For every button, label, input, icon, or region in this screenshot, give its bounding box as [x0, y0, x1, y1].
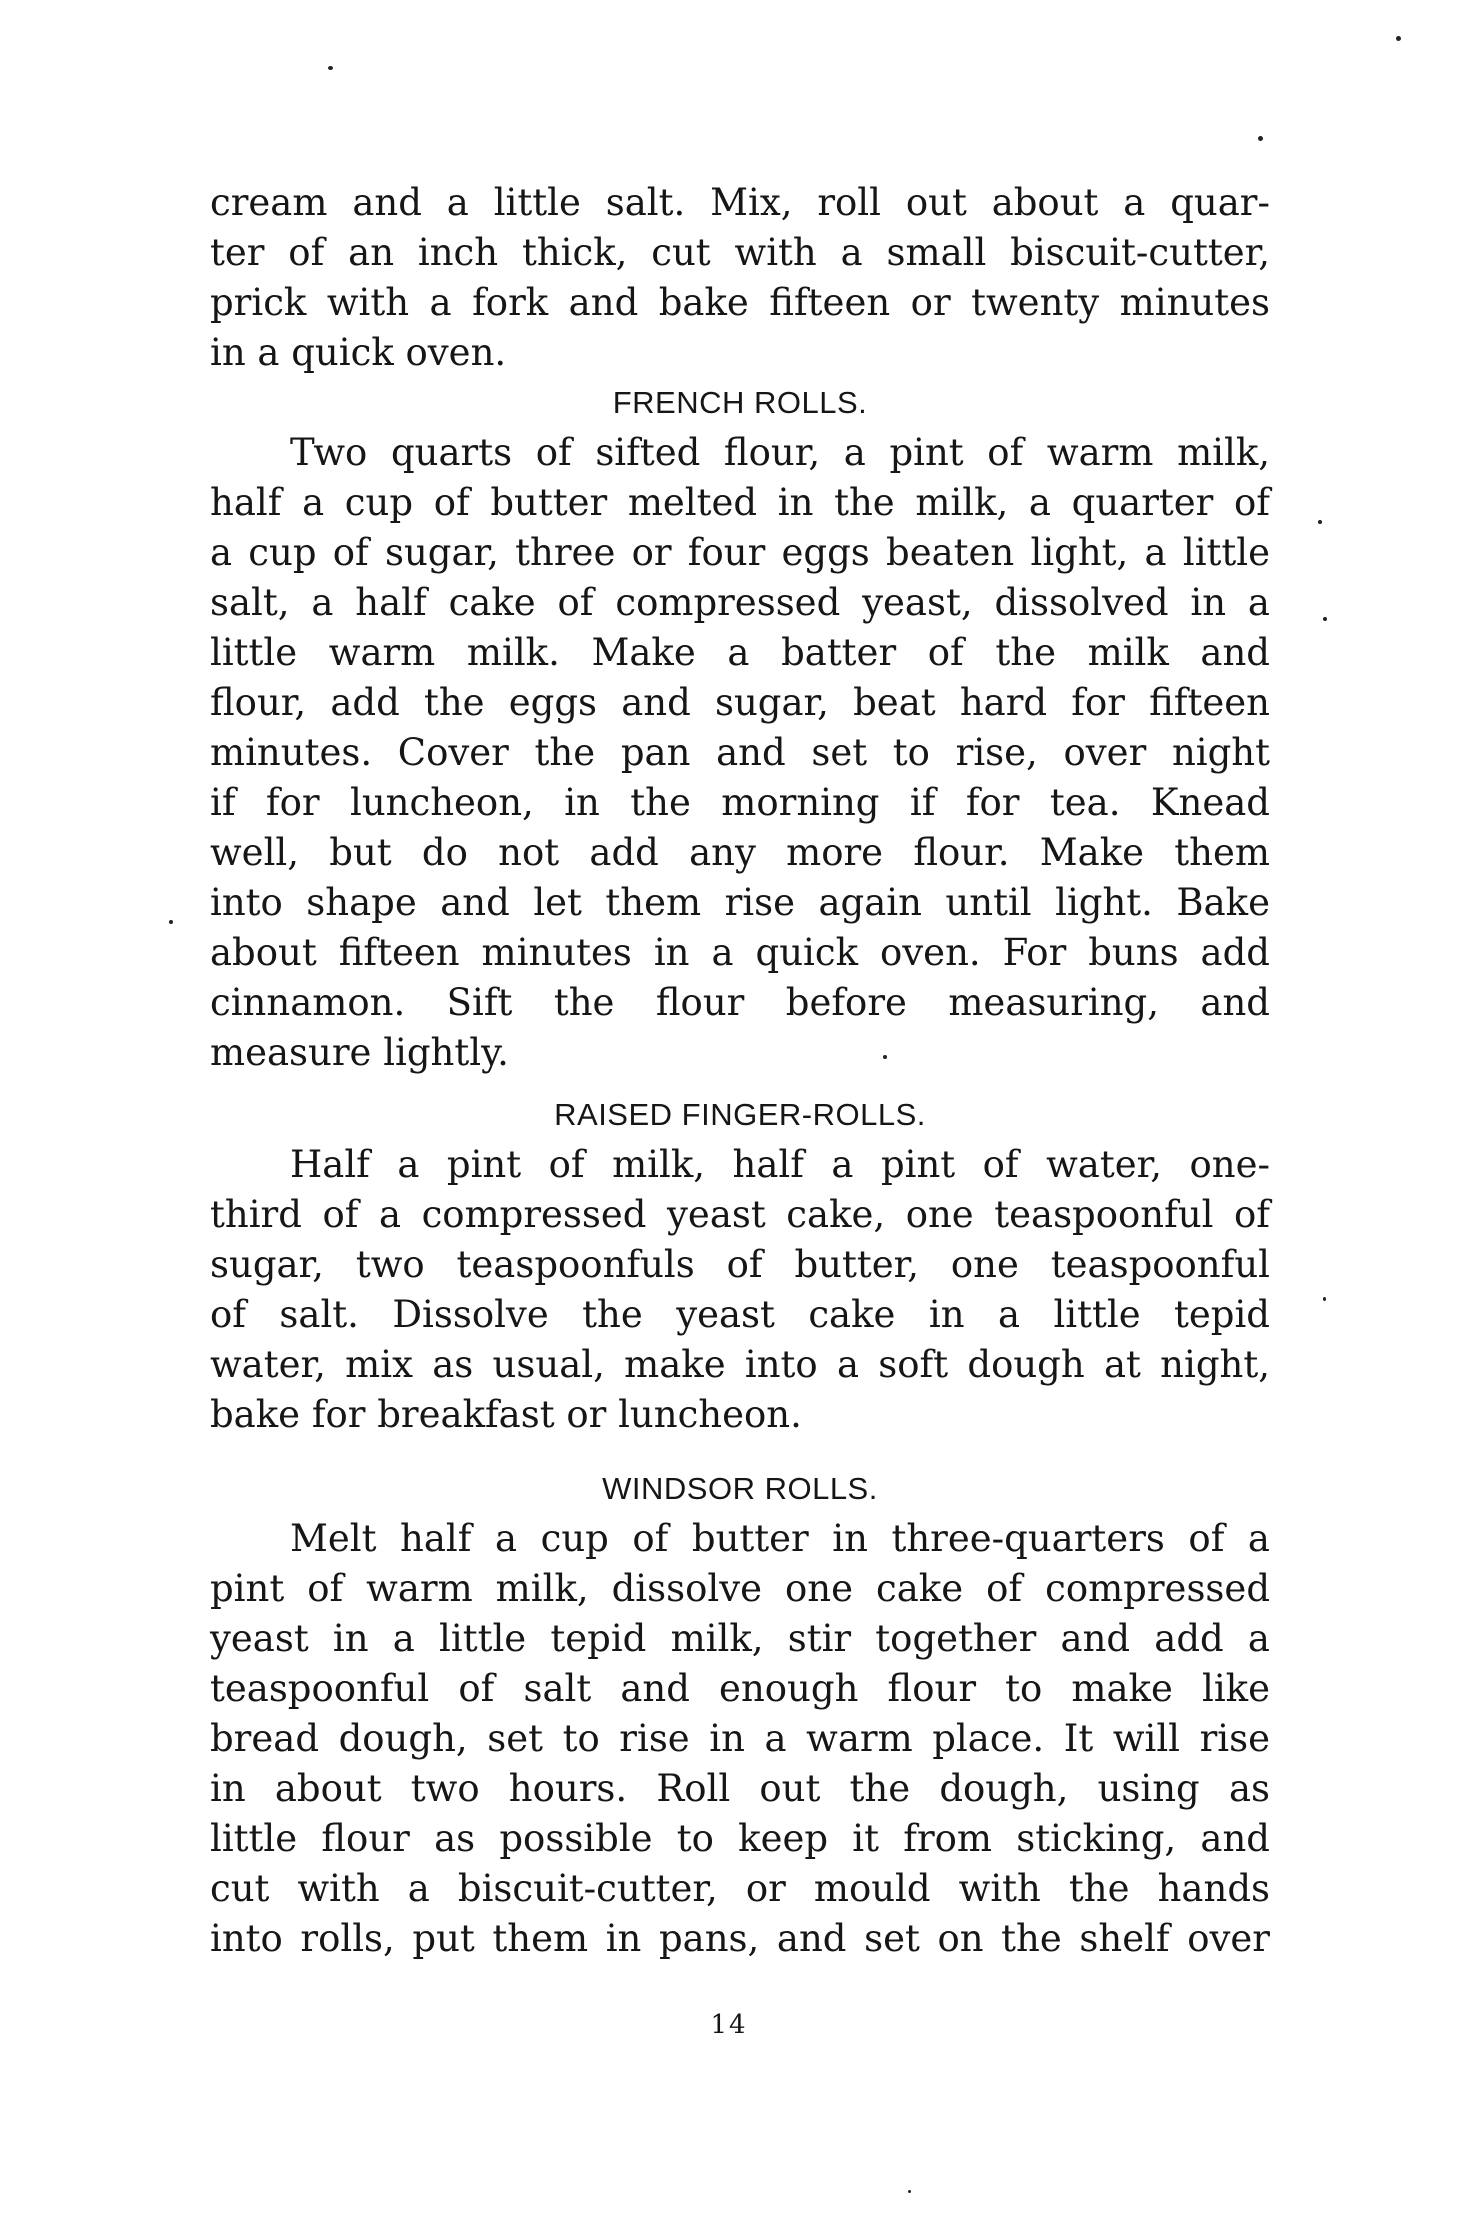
scan-speck [1318, 520, 1322, 524]
text-line: sugar, two teaspoonfuls of butter, one teaspoonful [210, 1243, 1270, 1286]
page-number: 14 [710, 2010, 748, 2040]
text-line: measure lightly. [210, 1031, 509, 1074]
scan-speck [328, 66, 333, 70]
raised-finger-rolls-heading: RAISED FINGER-ROLLS. [554, 1097, 926, 1132]
text-line: in a quick oven. [210, 331, 507, 374]
scan-speck [883, 1055, 887, 1059]
text-line: Melt half a cup of butter in three-quarters of a [290, 1517, 1270, 1560]
windsor-rolls-paragraph [210, 1514, 1270, 1964]
text-line: teaspoonful of salt and enough flour to make like [210, 1667, 1270, 1710]
section-gap [210, 1440, 1270, 1464]
scan-speck [1323, 617, 1327, 621]
text-line: cinnamon. Sift the flour before measuring, and [210, 981, 1270, 1024]
scan-speck [1323, 1297, 1326, 1301]
text-line: flour, add the eggs and sugar, beat hard for fifteen [210, 681, 1270, 724]
raised-finger-rolls-paragraph [210, 1140, 1270, 1440]
text-line: Two quarts of sifted flour, a pint of warm milk, [290, 431, 1270, 474]
text-line: yeast in a little tepid milk, stir together and add a [210, 1617, 1270, 1660]
text-line: Half a pint of milk, half a pint of water, one- [290, 1143, 1270, 1186]
text-line: cream and a little salt. Mix, roll out about a quar- [210, 181, 1270, 224]
text-line: in about two hours. Roll out the dough, using as [210, 1767, 1270, 1810]
text-line: half a cup of butter melted in the milk, a quarter of [210, 481, 1270, 524]
section-gap [210, 1078, 1270, 1090]
french-rolls-paragraph [210, 428, 1270, 1078]
text-line: into rolls, put them in pans, and set on the shelf over [210, 1917, 1270, 1960]
text-line: water, mix as usual, make into a soft dough at night, [210, 1343, 1270, 1386]
windsor-rolls-heading: WINDSOR ROLLS. [602, 1471, 878, 1506]
scan-speck [1396, 36, 1401, 41]
page-text [210, 178, 1270, 1964]
text-line: salt, a half cake of compressed yeast, dissolved in a [210, 581, 1270, 624]
text-line: ter of an inch thick, cut with a small biscuit-cutter, [210, 231, 1270, 274]
text-line: minutes. Cover the pan and set to rise, over night [210, 731, 1270, 774]
text-line: about fifteen minutes in a quick oven. For buns add [210, 931, 1270, 974]
text-line: little warm milk. Make a batter of the milk and [210, 631, 1270, 674]
text-line: prick with a fork and bake fifteen or twenty minutes [210, 281, 1270, 324]
text-line: third of a compressed yeast cake, one teaspoonful of [210, 1193, 1270, 1236]
text-line: bread dough, set to rise in a warm place. It will rise [210, 1717, 1270, 1760]
scan-speck [1258, 136, 1263, 141]
text-line: if for luncheon, in the morning if for tea. Knead [210, 781, 1270, 824]
intro-paragraph [210, 178, 1270, 378]
text-line: well, but do not add any more flour. Make them [210, 831, 1270, 874]
text-line: of salt. Dissolve the yeast cake in a little tepid [210, 1293, 1270, 1336]
text-line: into shape and let them rise again until light. Bake [210, 881, 1270, 924]
scan-speck [169, 920, 173, 924]
text-line: cut with a biscuit-cutter, or mould with the hands [210, 1867, 1270, 1910]
text-line: bake for breakfast or luncheon. [210, 1393, 802, 1436]
text-line: pint of warm milk, dissolve one cake of compressed [210, 1567, 1270, 1610]
text-line: little flour as possible to keep it from sticking, and [210, 1817, 1270, 1860]
scan-speck [908, 2190, 911, 2193]
text-line: a cup of sugar, three or four eggs beaten light, a little [210, 531, 1270, 574]
french-rolls-heading: FRENCH ROLLS. [612, 385, 868, 420]
